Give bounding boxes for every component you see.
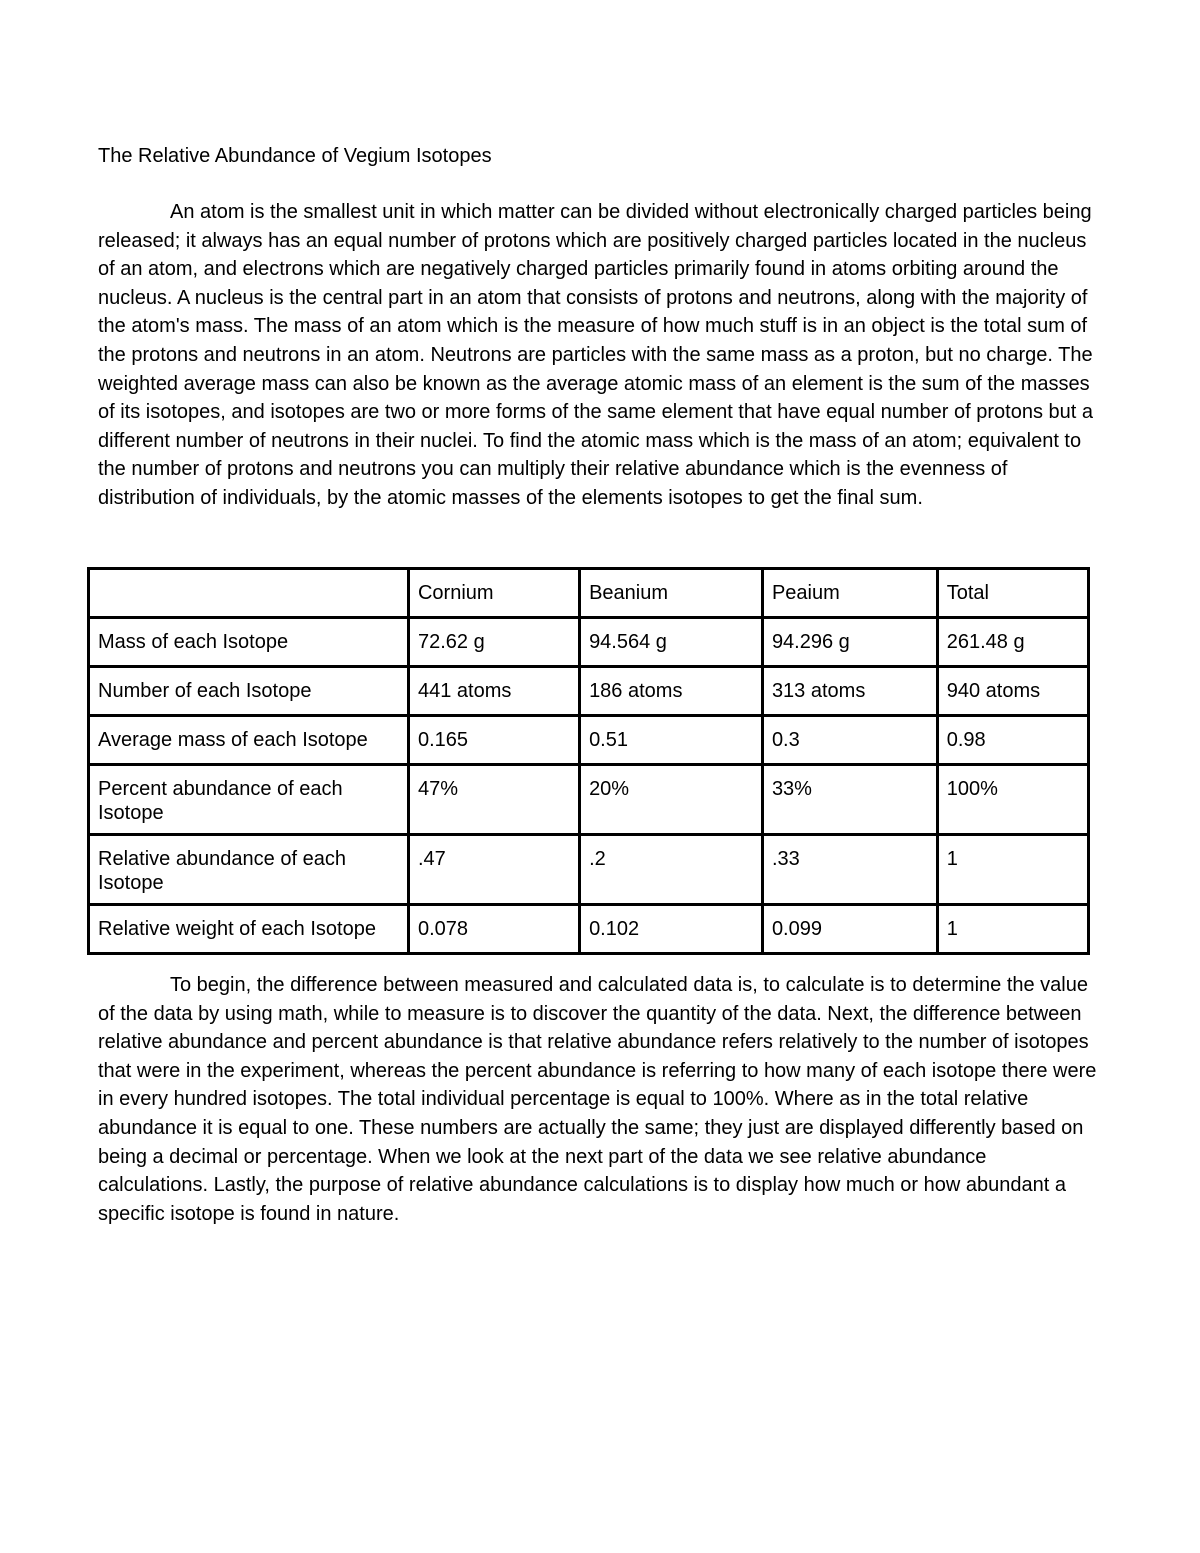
isotope-data-table [87, 567, 1090, 955]
table-cell: 94.564 g [580, 618, 763, 667]
table-cell: .33 [762, 835, 937, 905]
table-row [89, 835, 1089, 905]
table-cell: 0.102 [580, 905, 763, 954]
table-header-cell [89, 569, 409, 618]
table-cell: 186 atoms [580, 667, 763, 716]
table-cell: 0.98 [937, 716, 1088, 765]
table-cell: 1 [937, 835, 1088, 905]
table-cell: 940 atoms [937, 667, 1088, 716]
table-row [89, 765, 1089, 835]
table-cell: 100% [937, 765, 1088, 835]
table-cell: 313 atoms [762, 667, 937, 716]
table-row [89, 618, 1089, 667]
table-cell: 261.48 g [937, 618, 1088, 667]
row-label-cell: Mass of each Isotope [89, 618, 409, 667]
table-cell: 441 atoms [408, 667, 579, 716]
table-row [89, 905, 1089, 954]
table-cell: 1 [937, 905, 1088, 954]
table-header-cell: Peaium [762, 569, 937, 618]
row-label-cell: Average mass of each Isotope [89, 716, 409, 765]
table-cell: 47% [408, 765, 579, 835]
table-header-cell: Beanium [580, 569, 763, 618]
intro-paragraph: An atom is the smallest unit in which matter can be divided without electronically charged particles being released; it always has an equal number of protons which are positively charged particles located in the nucleus of an atom, and electrons which are negatively charged particles primarily found in atoms orbiting around the nucleus. A nucleus is the central part in an atom that consists of protons and neutrons, along with the majority of the atom's mass. The mass of an atom which is the measure of how much stuff is in an object is the total sum of the protons and neutrons in an atom. Neutrons are particles with the same mass as a proton, but no charge. The weighted average mass can also be known as the average atomic mass of an element is the sum of the masses of its isotopes, and isotopes are two or more forms of the same element that have equal number of protons but a different number of neutrons in their nuclei. To find the atomic mass which is the mass of an atom; equivalent to the number of protons and neutrons you can multiply their relative abundance which is the evenness of distribution of individuals, by the atomic masses of the elements isotopes to get the final sum. [98, 201, 1093, 509]
table-cell: 0.3 [762, 716, 937, 765]
row-label-cell: Percent abundance of each Isotope [89, 765, 409, 835]
row-label-cell: Number of each Isotope [89, 667, 409, 716]
table-row [89, 667, 1089, 716]
row-label-cell: Relative weight of each Isotope [89, 905, 409, 954]
table-cell: 0.099 [762, 905, 937, 954]
row-label-cell: Relative abundance of each Isotope [89, 835, 409, 905]
table-cell: 33% [762, 765, 937, 835]
table-cell: .2 [580, 835, 763, 905]
table-cell: 20% [580, 765, 763, 835]
table-cell: 0.078 [408, 905, 579, 954]
table-header-row [89, 569, 1089, 618]
table-cell: 0.51 [580, 716, 763, 765]
table-cell: 0.165 [408, 716, 579, 765]
document-title: The Relative Abundance of Vegium Isotopes [98, 145, 492, 167]
table-row [89, 716, 1089, 765]
table-cell: 94.296 g [762, 618, 937, 667]
table-header-cell: Cornium [408, 569, 579, 618]
discussion-paragraph: To begin, the difference between measured and calculated data is, to calculate is to determine the value of the data by using math, while to measure is to discover the quantity of the data. Next, the difference between relative abundance and percent abundance is that relative abundance refers relatively to the number of isotopes that were in the experiment, whereas the percent abundance is referring to how many of each isotope there were in every hundred isotopes. The total individual percentage is equal to 100%. Where as in the total relative abundance it is equal to one. These numbers are actually the same; they just are displayed differently based on being a decimal or percentage. When we look at the next part of the data we see relative abundance calculations. Lastly, the purpose of relative abundance calculations is to display how much or how abundant a specific isotope is found in nature. [98, 974, 1097, 1225]
table-cell: .47 [408, 835, 579, 905]
table-cell: 72.62 g [408, 618, 579, 667]
table-header-cell: Total [937, 569, 1088, 618]
